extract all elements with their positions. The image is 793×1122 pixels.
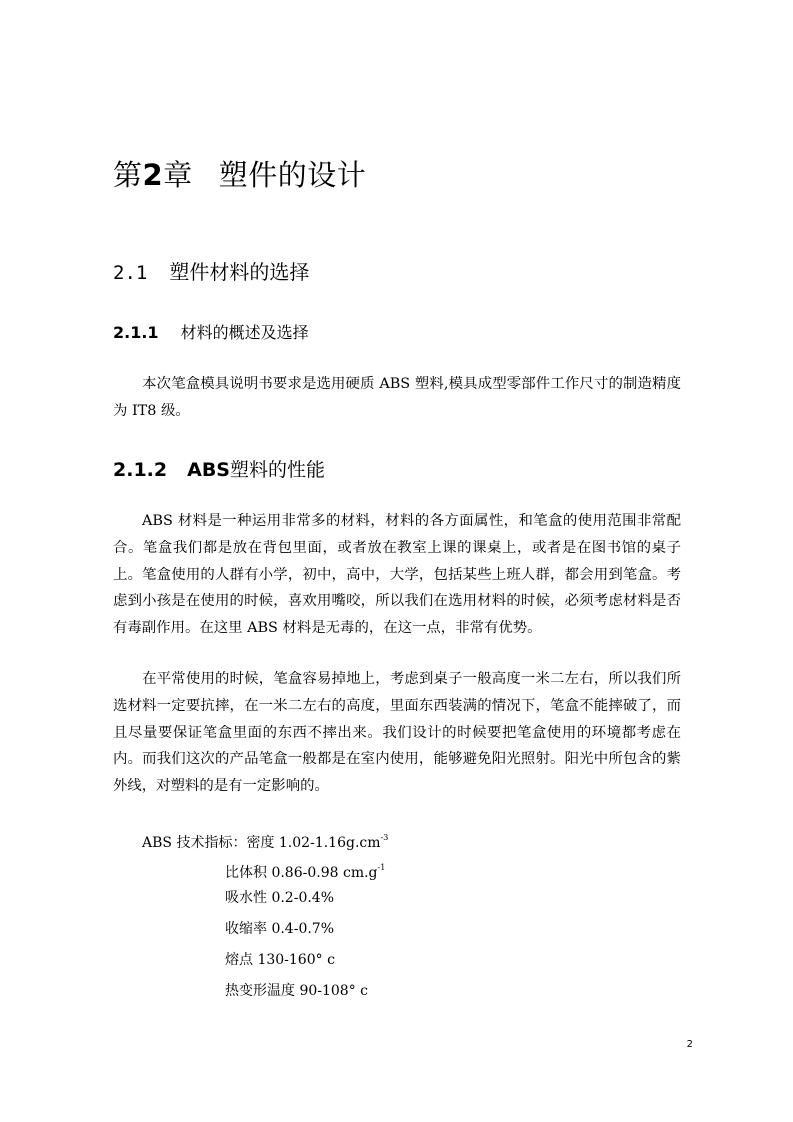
spec-water-absorption: 吸水性 0.2-0.4% bbox=[225, 890, 335, 906]
paragraph-abs-properties-2 bbox=[113, 666, 681, 800]
subsection-title-2-cn: 塑料的性能 bbox=[229, 459, 325, 481]
page-number: 2 bbox=[686, 1039, 693, 1050]
paragraph-material-selection-text: 本次笔盒模具说明书要求是选用硬质 ABS 塑料,模具成型零部件工作尺寸的制造精度为 IT8 级。 bbox=[113, 376, 681, 419]
subsection-heading-1 bbox=[113, 319, 309, 347]
paragraph-abs-properties-1-text: ABS 材料是一种运用非常多的材料，材料的各方面属性，和笔盒的使用范围非常配合。笔盒我们都是放在背包里面，或者放在教室上课的课桌上，或者是在图书馆的桌子上。笔盒使用的人群有小学，初中，高中，大学，包括某些上班人群，都会用到笔盒。考虑到小孩是在使用的时候，喜欢用嘴咬，所以我们在选用材料的时候，必须考虑材料是否有毒副作用。在这里 ABS 材料是无毒的，在这一点，非常有优势。 bbox=[113, 513, 681, 637]
spec-specific-volume-line bbox=[225, 855, 385, 886]
subsection-title-2-latin: ABS bbox=[187, 459, 230, 481]
paragraph-material-selection bbox=[113, 371, 681, 425]
spec-density: 密度 1.02-1.16g.cm bbox=[246, 835, 381, 851]
spec-label: ABS 技术指标： bbox=[142, 835, 247, 851]
chapter-suffix: 章 bbox=[163, 158, 193, 192]
subsection-heading-2 bbox=[113, 454, 325, 486]
subsection-number-2: 2.1.2 bbox=[113, 459, 168, 481]
subsection-title-1: 材料的概述及选择 bbox=[180, 323, 309, 342]
chapter-title bbox=[113, 151, 366, 199]
subsection-number-1: 2.1.1 bbox=[113, 323, 159, 342]
chapter-number: 2 bbox=[142, 158, 164, 192]
spec-heat-deflection: 热变形温度 90-108° c bbox=[225, 983, 369, 999]
paragraph-abs-properties-2-text: 在平常使用的时候，笔盒容易掉地上，考虑到桌子一般高度一米二左右，所以我们所选材料一定要抗摔，在一米二左右的高度，里面东西装满的情况下，笔盒不能摔破了，而且尽量要保证笔盒里面的东西不摔出来。我们设计的时候要把笔盒使用的环境都考虑在内。而我们这次的产品笔盒一般都是在室内使用，能够避免阳光照射。阳光中所包含的紫外线，对塑料的是有一定影响的。 bbox=[113, 671, 681, 795]
section-title: 塑件材料的选择 bbox=[169, 260, 310, 284]
section-heading bbox=[113, 255, 309, 290]
spec-specific-volume-sup: -1 bbox=[377, 863, 386, 872]
spec-specific-volume: 比体积 0.86-0.98 cm.g bbox=[225, 865, 378, 881]
spec-density-line bbox=[142, 825, 388, 856]
section-number: 2.1 bbox=[113, 262, 148, 284]
spec-melting-point: 熔点 130-160° c bbox=[225, 952, 335, 968]
chapter-title-text: 塑件的设计 bbox=[218, 158, 367, 192]
paragraph-abs-properties-1 bbox=[113, 508, 681, 642]
spec-shrinkage: 收缩率 0.4-0.7% bbox=[225, 921, 335, 937]
chapter-prefix: 第 bbox=[113, 158, 143, 192]
spec-density-sup: -3 bbox=[380, 833, 389, 842]
